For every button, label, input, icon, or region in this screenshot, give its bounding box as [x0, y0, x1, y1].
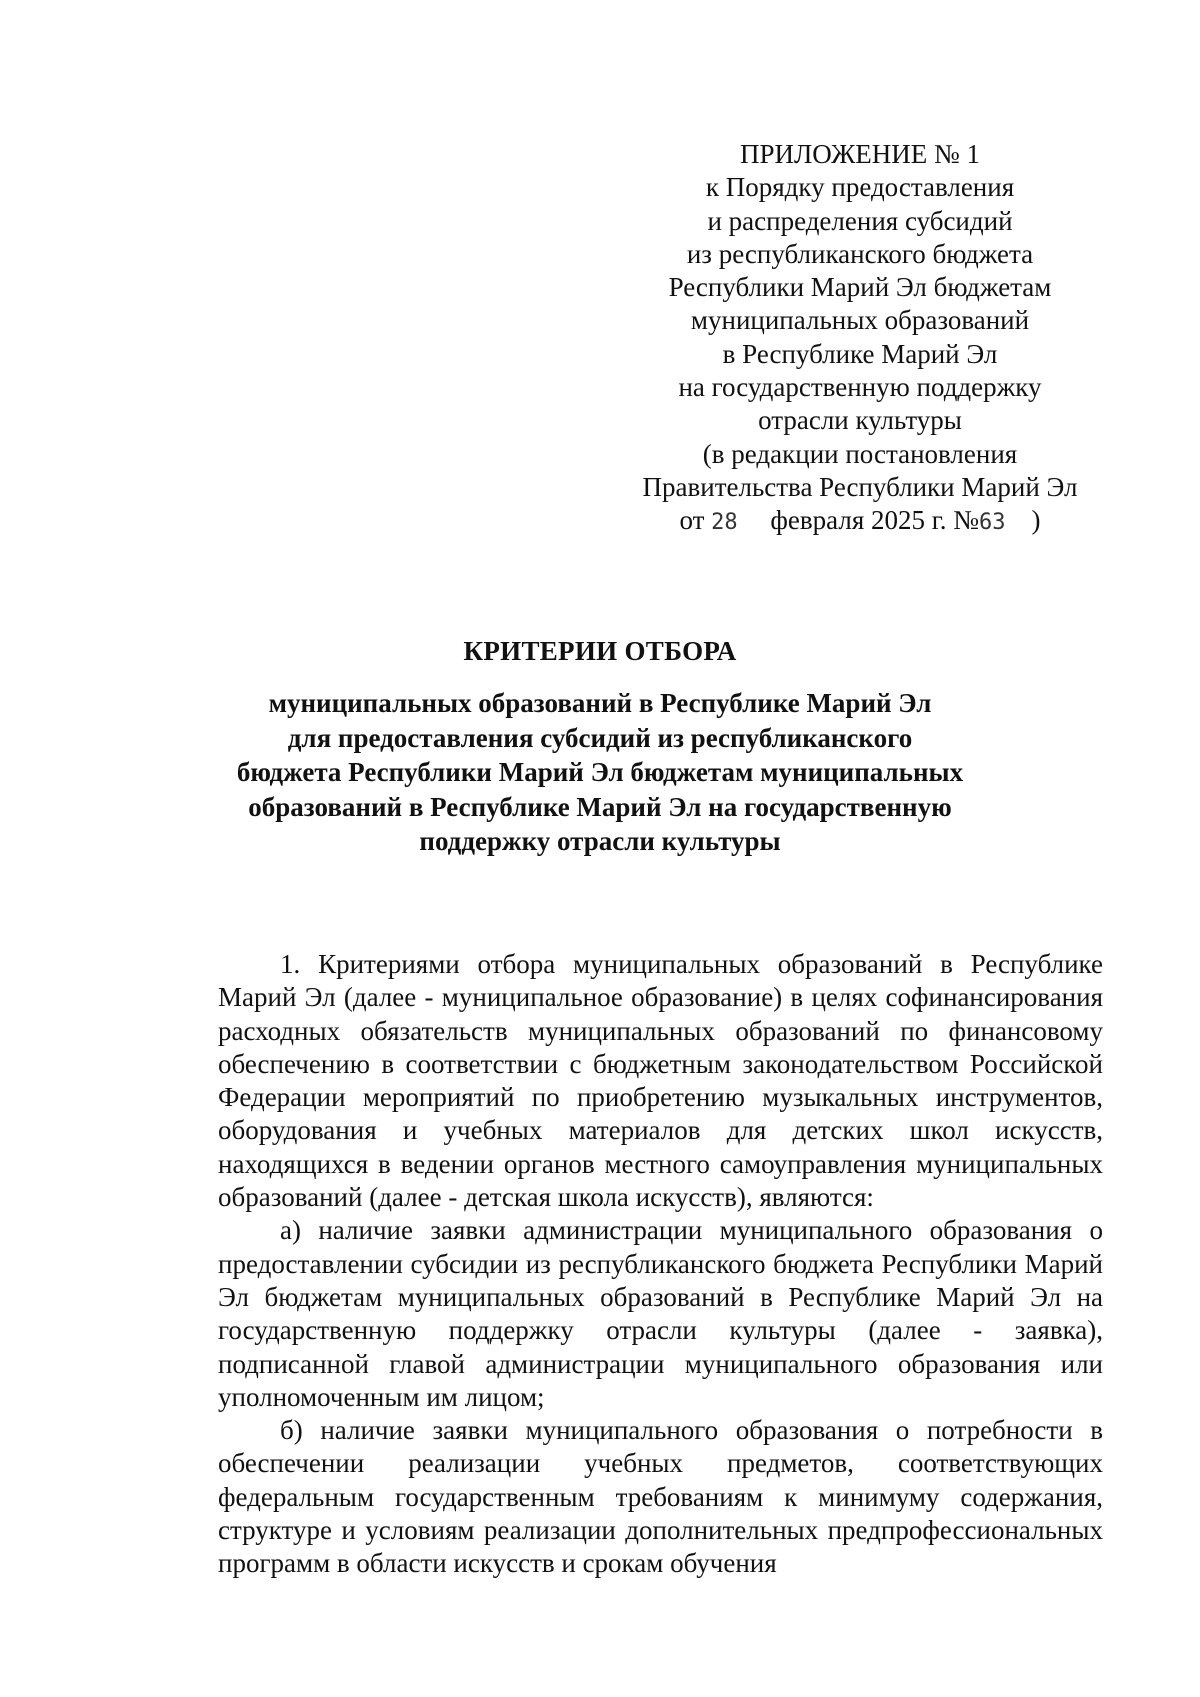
- appendix-line: в Республике Марий Эл: [722, 338, 998, 369]
- appendix-line: отрасли культуры: [758, 405, 962, 436]
- subtitle-line: для предоставления субсидий из республиканского: [287, 722, 913, 753]
- document-title: КРИТЕРИИ ОТБОРА: [463, 636, 737, 666]
- date-month-year: февраля 2025 г. №: [770, 505, 980, 536]
- subtitle-line: муниципальных образований в Республике Марий Эл: [268, 688, 932, 718]
- appendix-line: Правительства Республики Марий Эл: [642, 471, 1078, 502]
- date-day: 28: [711, 510, 738, 536]
- paragraph-1: 1. Критериями отбора муниципальных образований в Республике Марий Эл (далее - муниципальное образование) в целях софинансирования расходных обязательств муниципальных образований по финансовому обеспечению в соответствии с бюджетным законодательством Российской Федерации мероприятий по приобретению музыкальных инструментов, оборудования и учебных материалов для детских школ искусств, находящихся в ведении органов местного самоуправления муниципальных образований (далее - детская школа искусств), являются:: [218, 949, 1103, 1213]
- subtitle-line: бюджета Республики Марий Эл бюджетам муниципальных: [236, 757, 964, 787]
- paragraph-b: б) наличие заявки муниципального образования о потребности в обеспечении реализации учебных предметов, соответствующих федеральным государственным требованиям к минимуму содержания, структуре и условиям реализации дополнительных предпрофессиональных программ в области искусств и срокам обучения: [218, 1415, 1103, 1579]
- subtitle-line: образований в Республике Марий Эл на государственную: [248, 791, 952, 822]
- appendix-line: ПРИЛОЖЕНИЕ № 1: [739, 139, 981, 169]
- appendix-header: [610, 138, 1110, 540]
- appendix-line: к Порядку предоставления: [705, 172, 1015, 203]
- document-subtitle: [0, 686, 1200, 859]
- appendix-line: Республики Марий Эл бюджетам: [668, 272, 1052, 303]
- appendix-line: из республиканского бюджета: [686, 238, 1034, 269]
- date-prefix: от: [679, 505, 705, 536]
- appendix-line: и распределения субсидий: [707, 205, 1013, 236]
- doc-number: 63: [979, 510, 1006, 536]
- appendix-line: (в редакции постановления: [702, 438, 1018, 469]
- appendix-line: муниципальных образований: [690, 305, 1030, 336]
- paragraph-a: а) наличие заявки администрации муниципального образования о предоставлении субсидии из республиканского бюджета Республики Марий Эл бюджетам муниципальных образований в Республике Марий Эл на государственную поддержку отрасли культуры (далее - заявка), подписанной главой администрации муниципального образования или уполномоченным им лицом;: [218, 1215, 1103, 1412]
- subtitle-line: поддержку отрасли культуры: [419, 826, 781, 856]
- appendix-line: на государственную поддержку: [678, 372, 1042, 403]
- date-close: ): [1031, 505, 1041, 536]
- appendix-date-line: [610, 504, 1110, 539]
- document-body: [218, 948, 1103, 1581]
